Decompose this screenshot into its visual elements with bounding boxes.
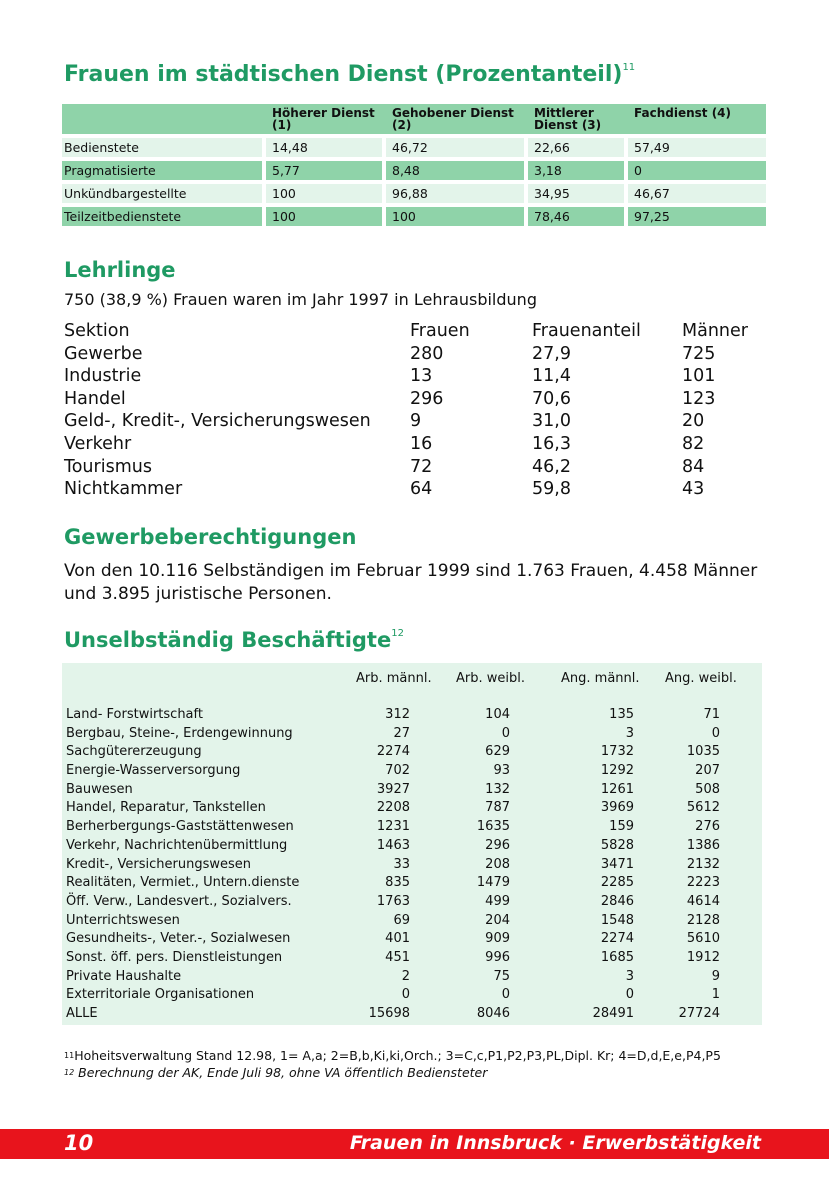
cell: 8,48 <box>386 161 524 180</box>
table-row <box>62 184 762 203</box>
table-row <box>62 161 762 180</box>
cell: 2128 <box>686 912 720 928</box>
row-label: Exterritoriale Organisationen <box>66 987 255 1003</box>
table-header <box>62 104 762 134</box>
cell: 64 <box>410 479 433 500</box>
row-label: Sachgütererzeugung <box>66 744 202 760</box>
section-title-gewerbeberechtigungen: Gewerbeberechtigungen <box>64 525 357 549</box>
table-row <box>62 818 762 837</box>
cell: 725 <box>682 343 716 364</box>
cell: 57,49 <box>628 138 766 157</box>
table-row <box>62 706 762 725</box>
table-row <box>62 968 762 987</box>
cell: 27724 <box>678 1006 720 1021</box>
row-label: Handel <box>64 388 126 409</box>
cell: 16,3 <box>532 433 571 454</box>
table-row <box>62 856 762 875</box>
table-row <box>62 725 762 744</box>
header-cell: Männer <box>682 321 748 341</box>
cell: 1685 <box>600 949 634 965</box>
row-label: Land- Forstwirtschaft <box>66 707 203 722</box>
table-row <box>64 388 762 411</box>
cell: 1035 <box>686 744 720 760</box>
table-row <box>64 456 762 479</box>
row-label: Industrie <box>64 366 142 387</box>
table-row <box>62 743 762 762</box>
cell: 96,88 <box>386 184 524 203</box>
row-label: Energie-Wasserversorgung <box>66 763 241 779</box>
row-label: Kredit-, Versicherungswesen <box>66 856 251 872</box>
header-cell: Gehobener Dienst (2) <box>386 104 524 134</box>
header-cell: Mittlerer Dienst (3) <box>528 104 624 134</box>
row-label: Pragmatisierte <box>62 161 262 180</box>
row-label: Bauwesen <box>66 781 133 797</box>
cell: 70,6 <box>532 388 571 409</box>
cell: 75 <box>493 968 510 984</box>
cell: 101 <box>682 366 716 387</box>
cell: 835 <box>385 875 410 891</box>
cell: 204 <box>485 912 510 928</box>
footnote-ref: 12 <box>391 628 404 639</box>
cell: 1292 <box>600 763 634 779</box>
cell: 296 <box>410 388 444 409</box>
header-cell: Höherer Dienst (1) <box>266 104 382 134</box>
table-lehrlinge <box>64 320 762 501</box>
row-label: Verkehr, Nachrichtenübermittlung <box>66 837 288 853</box>
table-row <box>62 874 762 893</box>
cell: 46,2 <box>532 456 571 477</box>
cell: 43 <box>682 479 705 500</box>
table-row <box>62 138 762 157</box>
cell: 2132 <box>686 856 720 872</box>
footer-title: Frauen in Innsbruck · Erwerbstätigkeit <box>349 1132 761 1154</box>
cell: 27,9 <box>532 343 571 364</box>
cell: 1912 <box>686 949 720 965</box>
cell: 46,72 <box>386 138 524 157</box>
footnotes <box>64 1047 764 1081</box>
header-cell: Arb. weibl. <box>456 671 525 686</box>
cell: 4614 <box>686 893 720 909</box>
cell: 34,95 <box>528 184 624 203</box>
header-cell: Ang. weibl. <box>665 671 737 686</box>
cell: 123 <box>682 388 716 409</box>
cell: 3969 <box>600 800 634 816</box>
cell: 296 <box>485 837 510 853</box>
cell: 1548 <box>600 912 634 928</box>
cell: 401 <box>385 931 410 947</box>
section-title-lehrlinge: Lehrlinge <box>64 258 176 282</box>
cell: 3 <box>625 968 634 984</box>
cell: 1231 <box>376 819 410 835</box>
table-body <box>62 706 762 1024</box>
cell: 5610 <box>686 931 720 947</box>
cell: 82 <box>682 433 705 454</box>
footnote-11: $^{11}$Hoheitsverwaltung Stand 12.98, 1= A,a; 2=B,b,Ki,ki,Orch.; 3=C,c,P1,P2,P3,PL,Dipl. Kr; 4=D,d,E,e,P4,P5 <box>64 1048 721 1063</box>
row-label: Realitäten, Vermiet., Untern.dienste <box>66 875 300 891</box>
cell: 207 <box>695 763 720 779</box>
header-cell: Frauenanteil <box>532 321 641 341</box>
cell: 3471 <box>600 856 634 872</box>
cell: 20 <box>682 411 705 432</box>
header-cell: Arb. männl. <box>356 671 432 686</box>
footer-bar <box>0 1129 829 1159</box>
row-label: Öff. Verw., Landesvert., Sozialvers. <box>66 893 292 909</box>
table-header <box>64 320 762 343</box>
header-cell: Ang. männl. <box>561 671 640 686</box>
page-number: 10 <box>64 1131 94 1155</box>
cell: 135 <box>609 707 634 722</box>
cell: 11,4 <box>532 366 571 387</box>
cell: 499 <box>485 893 510 909</box>
table-row <box>62 781 762 800</box>
cell: 909 <box>485 931 510 947</box>
cell: 0 <box>501 987 510 1003</box>
cell: 2223 <box>686 875 720 891</box>
cell: 1732 <box>600 744 634 760</box>
table-row <box>64 478 762 501</box>
header-cell <box>62 104 262 134</box>
cell: 3927 <box>376 781 410 797</box>
cell: 5828 <box>600 837 634 853</box>
row-label: Nichtkammer <box>64 479 183 500</box>
cell: 15698 <box>368 1006 410 1021</box>
cell: 2285 <box>600 875 634 891</box>
table-header <box>62 671 762 689</box>
cell: 0 <box>628 161 766 180</box>
row-label: Gewerbe <box>64 343 143 364</box>
cell: 0 <box>401 987 410 1003</box>
table-row <box>62 986 762 1005</box>
cell: 3,18 <box>528 161 624 180</box>
table-row <box>62 893 762 912</box>
cell: 0 <box>501 725 510 741</box>
row-label: Bedienstete <box>62 138 262 157</box>
cell: 2274 <box>376 744 410 760</box>
cell: 3 <box>625 725 634 741</box>
cell: 78,46 <box>528 207 624 226</box>
cell: 46,67 <box>628 184 766 203</box>
cell: 1386 <box>686 837 720 853</box>
cell: 31,0 <box>532 411 571 432</box>
cell: 1261 <box>600 781 634 797</box>
cell: 100 <box>266 184 382 203</box>
section-title-unselbstaendig: Unselbständig Beschäftigte$^{12}$ <box>64 628 404 652</box>
header-cell: Sektion <box>64 321 130 341</box>
cell: 5,77 <box>266 161 382 180</box>
row-label: Geld-, Kredit-, Versicherungswesen <box>64 411 371 432</box>
cell: 27 <box>393 725 410 741</box>
row-label: ALLE <box>66 1006 98 1021</box>
table-row <box>62 207 762 226</box>
cell: 100 <box>386 207 524 226</box>
cell: 93 <box>493 763 510 779</box>
cell: 0 <box>625 987 634 1003</box>
cell: 996 <box>485 949 510 965</box>
cell: 28491 <box>592 1006 634 1021</box>
gewerbe-text: Von den 10.116 Selbständigen im Februar 1999 sind 1.763 Frauen, 4.458 Männer und 3.895 juristische Personen. <box>64 561 758 604</box>
cell: 1635 <box>476 819 510 835</box>
cell: 5612 <box>686 800 720 816</box>
cell: 132 <box>485 781 510 797</box>
cell: 280 <box>410 343 444 364</box>
row-label: Handel, Reparatur, Tankstellen <box>66 800 266 816</box>
table-row <box>62 949 762 968</box>
cell: 159 <box>609 819 634 835</box>
cell: 2274 <box>600 931 634 947</box>
row-label: Unterrichtswesen <box>66 912 180 928</box>
table-row <box>64 343 762 366</box>
cell: 16 <box>410 433 433 454</box>
table-row <box>64 433 762 456</box>
footnote-ref: 11 <box>622 62 636 73</box>
table-row <box>64 365 762 388</box>
row-label: Unkündbargestellte <box>62 184 262 203</box>
cell: 97,25 <box>628 207 766 226</box>
cell: 1763 <box>376 893 410 909</box>
cell: 2208 <box>376 800 410 816</box>
cell: 2 <box>401 968 410 984</box>
cell: 629 <box>485 744 510 760</box>
table-row <box>64 410 762 433</box>
table-unselbstaendig <box>62 663 762 1025</box>
table-row <box>62 799 762 818</box>
cell: 1463 <box>376 837 410 853</box>
cell: 71 <box>703 707 720 722</box>
cell: 33 <box>393 856 410 872</box>
cell: 104 <box>485 707 510 722</box>
row-label: Tourismus <box>64 456 152 477</box>
cell: 451 <box>385 949 410 965</box>
cell: 72 <box>410 456 433 477</box>
cell: 59,8 <box>532 479 571 500</box>
cell: 9 <box>410 411 422 432</box>
table-row <box>62 1005 762 1024</box>
cell: 22,66 <box>528 138 624 157</box>
cell: 84 <box>682 456 705 477</box>
cell: 208 <box>485 856 510 872</box>
row-label: Private Haushalte <box>66 968 182 984</box>
row-label: Berherbergungs-Gaststättenwesen <box>66 819 294 835</box>
header-cell: Fachdienst (4) <box>628 104 766 134</box>
cell: 2846 <box>600 893 634 909</box>
cell: 100 <box>266 207 382 226</box>
row-label: Gesundheits-, Veter.-, Sozialwesen <box>66 931 291 947</box>
row-label: Bergbau, Steine-, Erdengewinnung <box>66 725 293 741</box>
cell: 9 <box>711 968 720 984</box>
cell: 508 <box>695 781 720 797</box>
header-cell: Frauen <box>410 321 470 341</box>
footnote-12: $^{12}$ Berechnung der AK, Ende Juli 98, ohne VA öffentlich Bediensteter <box>64 1065 488 1080</box>
cell: 69 <box>393 912 410 928</box>
cell: 14,48 <box>266 138 382 157</box>
cell: 1 <box>711 987 720 1003</box>
cell: 787 <box>485 800 510 816</box>
cell: 1479 <box>476 875 510 891</box>
row-label: Teilzeitbedienstete <box>62 207 262 226</box>
cell: 276 <box>695 819 720 835</box>
row-label: Verkehr <box>64 433 132 454</box>
row-label: Sonst. öff. pers. Dienstleistungen <box>66 949 283 965</box>
cell: 13 <box>410 366 433 387</box>
cell: 312 <box>385 707 410 722</box>
cell: 8046 <box>476 1006 510 1021</box>
cell: 702 <box>385 763 410 779</box>
table-row <box>62 837 762 856</box>
table-staedtischer-dienst <box>62 104 762 226</box>
table-row <box>62 912 762 931</box>
section-title-staedtischer-dienst: Frauen im städtischen Dienst (Prozentanteil)$^{11}$ <box>64 62 636 87</box>
table-row <box>62 930 762 949</box>
cell: 0 <box>711 725 720 741</box>
lehrlinge-intro: 750 (38,9 %) Frauen waren im Jahr 1997 in Lehrausbildung <box>64 290 537 309</box>
table-row <box>62 762 762 781</box>
